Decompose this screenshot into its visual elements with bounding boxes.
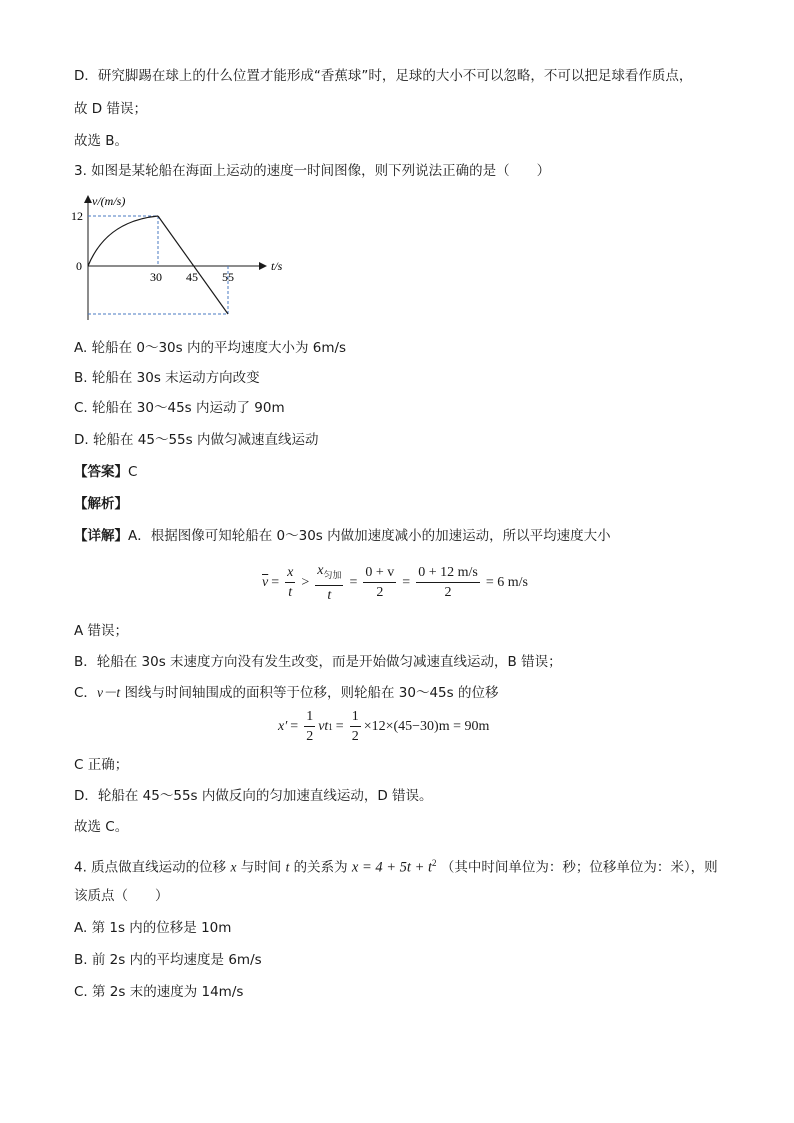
equals-b: = — [335, 718, 344, 734]
answer-choose-b: 故选 B。 — [74, 133, 129, 149]
question-3-option-d: D. 轮船在 45～55s 内做匀减速直线运动 — [74, 432, 319, 448]
c-correct: C 正确； — [74, 757, 129, 773]
half-2-num: 1 — [350, 708, 361, 727]
answer-row — [74, 462, 137, 482]
fraction-2b-den: 2 — [444, 585, 452, 601]
tick-label-12: 12 — [71, 209, 83, 223]
x-sub-base: x — [317, 563, 324, 578]
fraction-x-over-t — [285, 564, 295, 601]
fraction-t2-den: t — [327, 587, 332, 603]
option-d-previous-line2: 故 D 错误； — [74, 101, 147, 117]
equals-3: = — [402, 574, 411, 590]
vt-term: vt — [318, 718, 329, 734]
d-explanation: D．轮船在 45～55s 内做反向的匀加速直线运动，D 错误。 — [74, 788, 433, 804]
velocity-time-graph — [66, 192, 296, 324]
q4-stem-part4: （其中时间单位为：秒；位移单位为：米），则 — [440, 859, 718, 876]
detail-a-row — [74, 526, 611, 546]
question-4-option-a: A. 第 1s 内的位移是 10m — [74, 920, 232, 936]
question-4-option-c: C. 第 2s 末的速度为 14m/s — [74, 984, 244, 1000]
answer-choose-c: 故选 C。 — [74, 819, 129, 835]
fraction-half-1 — [304, 708, 315, 745]
fraction-xsub-over-t — [315, 562, 343, 604]
fraction-half-2 — [350, 708, 361, 745]
equals-a: = — [290, 718, 299, 734]
tick-label-45: 45 — [186, 270, 198, 284]
x-prime: x′ — [278, 718, 288, 734]
answer-label: 【答案】 — [74, 464, 128, 480]
half-1-num: 1 — [304, 708, 315, 727]
displacement-result: ×12×(45−30)m = 90m — [363, 718, 490, 734]
option-d-previous-line1: D．研究脚踢在球上的什么位置才能形成“香蕉球”时，足球的大小不可以忽略，不可以把足球看作质点， — [74, 68, 693, 84]
fraction-12-over-2 — [416, 564, 480, 601]
question-3-option-b: B. 轮船在 30s 末运动方向改变 — [74, 370, 260, 386]
half-1-den: 2 — [306, 729, 314, 744]
q4-formula: x = 4 + 5t + t — [351, 859, 433, 876]
origin-label: 0 — [76, 259, 82, 273]
c-explanation-text: 图线与时间轴围成的面积等于位移，则轮船在 30～45s 的位移 — [120, 685, 499, 701]
detail-a-text: A．根据图像可知轮船在 0～30s 内做加速度减小的加速运动，所以平均速度大小 — [128, 528, 611, 544]
question-3-option-c: C. 轮船在 30～45s 内运动了 90m — [74, 400, 285, 416]
question-4-stem-line2: 该质点（ ） — [74, 888, 169, 904]
fraction-t-den: t — [288, 585, 293, 601]
result-6ms: = 6 m/s — [485, 574, 528, 590]
v-bar: $\overline{v}$ — [262, 574, 269, 590]
detail-label: 【详解】 — [74, 528, 128, 544]
x-axis-label: t/s — [271, 259, 283, 273]
x-subscript: 匀加 — [323, 569, 342, 580]
c-explanation-prefix: C． — [74, 685, 97, 701]
greater-than: > — [301, 574, 310, 590]
fraction-12-num: 0 + 12 m/s — [416, 564, 480, 583]
half-2-den: 2 — [351, 729, 359, 744]
vt-graph-label: v－t — [96, 685, 121, 700]
fraction-2-den: 2 — [376, 585, 384, 601]
q4-formula-exponent: 2 — [432, 858, 437, 868]
equals-2: = — [349, 574, 358, 590]
b-explanation: B．轮船在 30s 末速度方向没有发生改变，而是开始做匀减速直线运动，B 错误； — [74, 654, 562, 670]
displacement-formula — [278, 708, 489, 745]
y-axis-label: v/(m/s) — [92, 194, 126, 208]
q4-stem-part3: 的关系为 — [293, 859, 348, 876]
question-4-stem-line1 — [74, 853, 718, 878]
answer-value: C — [128, 464, 138, 480]
q4-stem-part1: 4. 质点做直线运动的位移 — [74, 859, 227, 876]
analysis-label: 【解析】 — [74, 496, 128, 512]
q4-var-t: t — [285, 859, 290, 875]
question-3-option-a: A. 轮船在 0～30s 内的平均速度大小为 6m/s — [74, 340, 347, 356]
velocity-line-30-55 — [158, 216, 228, 314]
c-explanation-row — [74, 683, 498, 703]
q4-var-x: x — [230, 859, 237, 875]
fraction-x-num: x — [285, 564, 295, 583]
average-velocity-formula — [262, 562, 531, 604]
fraction-0v-num: 0 + v — [363, 564, 396, 583]
question-4-option-b: B. 前 2s 内的平均速度是 6m/s — [74, 952, 262, 968]
question-3-stem: 3. 如图是某轮船在海面上运动的速度一时间图像，则下列说法正确的是（ ） — [74, 163, 551, 179]
velocity-curve-0-30 — [88, 216, 158, 266]
a-wrong: A 错误； — [74, 623, 129, 639]
q4-stem-part2: 与时间 — [240, 859, 282, 876]
tick-label-55: 55 — [222, 270, 234, 284]
fraction-0v-over-2 — [363, 564, 396, 601]
tick-label-30: 30 — [150, 270, 162, 284]
equals-1: = — [271, 574, 280, 590]
vt-subscript: 1 — [328, 721, 333, 732]
